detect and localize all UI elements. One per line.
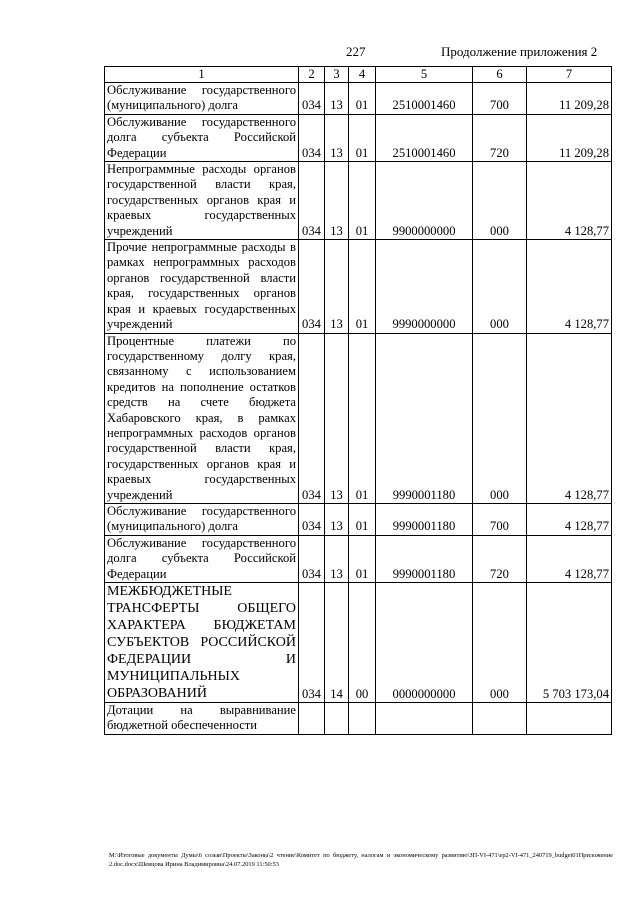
cell-col6 (473, 703, 527, 735)
cell-col6: 000 (473, 240, 527, 333)
cell-col5: 0000000000 (376, 583, 473, 703)
cell-col6: 000 (473, 333, 527, 503)
cell-col2: 034 (299, 503, 325, 535)
cell-col5: 9990000000 (376, 240, 473, 333)
cell-col6: 700 (473, 83, 527, 115)
cell-col2: 034 (299, 162, 325, 240)
cell-col2 (299, 703, 325, 735)
cell-col4: 01 (349, 333, 376, 503)
cell-col3: 13 (325, 83, 349, 115)
row-name: Обслуживание государственного долга субъекта Российской Федерации (105, 114, 299, 161)
table-row (105, 114, 612, 161)
header-cell: 7 (527, 67, 612, 83)
header-cell: 2 (299, 67, 325, 83)
cell-col4: 01 (349, 114, 376, 161)
table-row (105, 703, 612, 735)
cell-col7: 11 209,28 (527, 114, 612, 161)
cell-col5: 9990001180 (376, 333, 473, 503)
row-name: Процентные платежи по государственному долгу края, связанному с использованием кредитов на пополнение остатков средств на счете бюджета Хабаровского края, в рамках непрограммных расходов органов государственной власти края, государственных органов края и краевых государственных учреждений (105, 333, 299, 503)
header-cell: 5 (376, 67, 473, 83)
cell-col7: 4 128,77 (527, 240, 612, 333)
cell-col3 (325, 703, 349, 735)
table-row (105, 162, 612, 240)
table-row (105, 535, 612, 582)
cell-col5: 9990001180 (376, 503, 473, 535)
page-number: 227 (346, 44, 366, 59)
cell-col5: 2510001460 (376, 114, 473, 161)
cell-col2: 034 (299, 240, 325, 333)
cell-col6: 720 (473, 114, 527, 161)
cell-col4: 01 (349, 83, 376, 115)
cell-col5: 9900000000 (376, 162, 473, 240)
cell-col3: 13 (325, 114, 349, 161)
cell-col3: 13 (325, 162, 349, 240)
cell-col2: 034 (299, 83, 325, 115)
row-name: МЕЖБЮДЖЕТНЫЕ ТРАНСФЕРТЫ ОБЩЕГО ХАРАКТЕРА БЮДЖЕТАМ СУБЪЕКТОВ РОССИЙСКОЙ ФЕДЕРАЦИИ И МУНИЦИПАЛЬНЫХ ОБРАЗОВАНИЙ (105, 583, 299, 703)
cell-col6: 000 (473, 583, 527, 703)
cell-col5: 9990001180 (376, 535, 473, 582)
cell-col2: 034 (299, 114, 325, 161)
cell-col3: 13 (325, 333, 349, 503)
cell-col5: 2510001460 (376, 83, 473, 115)
row-name: Обслуживание государственного (муниципального) долга (105, 503, 299, 535)
cell-col5 (376, 703, 473, 735)
cell-col2: 034 (299, 535, 325, 582)
cell-col6: 700 (473, 503, 527, 535)
cell-col7 (527, 703, 612, 735)
footer-file-path: M:\Итоговые документы Думы\6 созыв\Проекты\Законы\2 чтение\Комитет по бюджету, налогам и экономическому развитию\ЗП-VI-471\ер2-VI-471_240719_budget01Приложение 2.doc.docx\Шевцова Ирина Владимировна\24.07.2019 11:50:53 (109, 852, 613, 868)
table-header-row (105, 67, 612, 83)
header-cell: 6 (473, 67, 527, 83)
cell-col3: 14 (325, 583, 349, 703)
cell-col4: 01 (349, 162, 376, 240)
cell-col4 (349, 703, 376, 735)
row-name: Прочие непрограммные расходы в рамках непрограммных расходов органов государственной власти края, государственных органов края и краевых государственных учреждений (105, 240, 299, 333)
cell-col4: 01 (349, 503, 376, 535)
cell-col3: 13 (325, 535, 349, 582)
header-cell: 4 (349, 67, 376, 83)
cell-col7: 4 128,77 (527, 535, 612, 582)
cell-col7: 4 128,77 (527, 162, 612, 240)
continuation-label: Продолжение приложения 2 (441, 44, 598, 59)
row-name: Обслуживание государственного долга субъекта Российской Федерации (105, 535, 299, 582)
budget-table (104, 66, 612, 735)
header-cell: 3 (325, 67, 349, 83)
cell-col3: 13 (325, 240, 349, 333)
cell-col6: 720 (473, 535, 527, 582)
table-row (105, 240, 612, 333)
table-row (105, 583, 612, 703)
cell-col7: 5 703 173,04 (527, 583, 612, 703)
row-name: Непрограммные расходы органов государственной власти края, государственных органов края и краевых государственных учреждений (105, 162, 299, 240)
cell-col2: 034 (299, 333, 325, 503)
row-name: Обслуживание государственного (муниципального) долга (105, 83, 299, 115)
cell-col4: 00 (349, 583, 376, 703)
table-row (105, 83, 612, 115)
table-row (105, 333, 612, 503)
cell-col7: 4 128,77 (527, 333, 612, 503)
cell-col7: 11 209,28 (527, 83, 612, 115)
row-name: Дотации на выравнивание бюджетной обеспеченности (105, 703, 299, 735)
cell-col2: 034 (299, 583, 325, 703)
table-row (105, 503, 612, 535)
header-cell: 1 (105, 67, 299, 83)
cell-col6: 000 (473, 162, 527, 240)
cell-col4: 01 (349, 535, 376, 582)
cell-col7: 4 128,77 (527, 503, 612, 535)
cell-col3: 13 (325, 503, 349, 535)
cell-col4: 01 (349, 240, 376, 333)
